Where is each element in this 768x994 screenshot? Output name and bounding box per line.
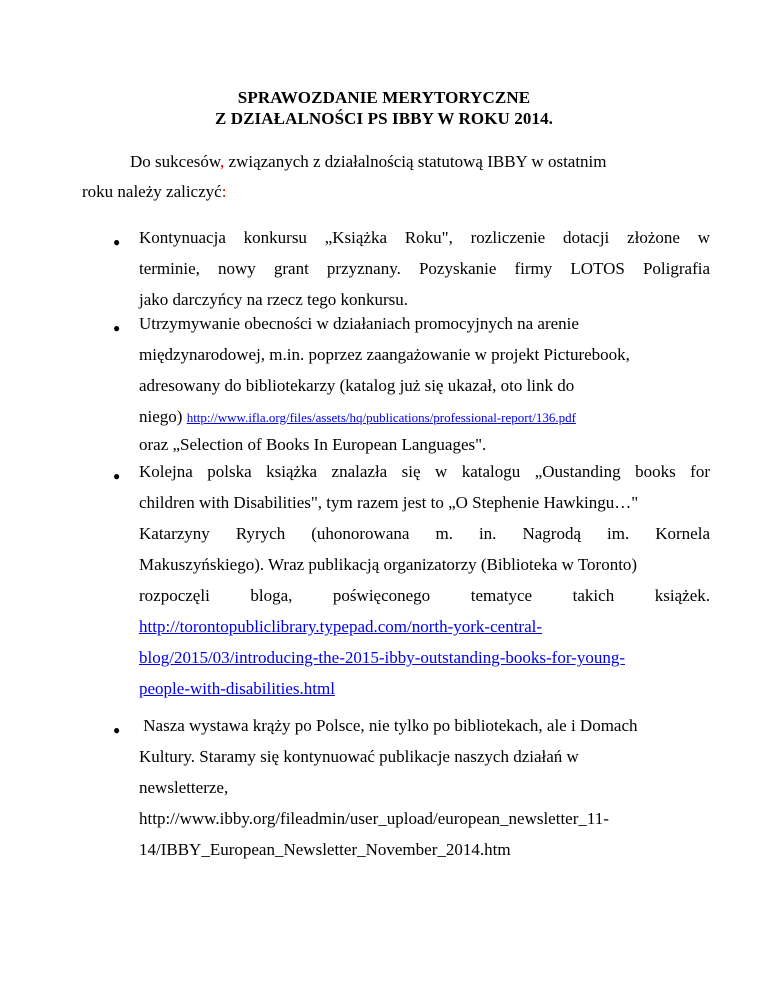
item-4-line-2: Kultury. Staramy się kontynuować publikacje naszych działań w	[139, 747, 579, 766]
intro-line-1	[130, 152, 607, 172]
link-prefix: niego)	[139, 407, 187, 426]
intro-line-2	[82, 182, 226, 202]
item-1-line-1: Kontynuacja konkursu „Książka Roku", rozliczenie dotacji złożone w	[139, 228, 710, 247]
intro-text: roku należy zaliczyć	[82, 182, 222, 201]
toronto-library-link-line-2[interactable]: blog/2015/03/introducing-the-2015-ibby-outstanding-books-for-young-	[139, 648, 625, 667]
bullet-icon: ●	[113, 321, 121, 335]
ifla-report-link[interactable]: http://www.ifla.org/files/assets/hq/publications/professional-report/136.pdf	[186, 410, 576, 425]
item-3-line-5: rozpoczęli bloga, poświęconego tematyce takich książek.	[139, 586, 710, 605]
intro-text: związanych z działalnością statutową IBBY w ostatnim	[224, 152, 607, 171]
bullet-icon: ●	[113, 723, 121, 737]
intro-comma-highlight: ,	[220, 152, 225, 171]
report-title-line-1: SPRAWOZDANIE MERYTORYCZNE	[237, 88, 531, 107]
toronto-library-link-line-3[interactable]: people-with-disabilities.html	[139, 679, 335, 698]
report-title-line-2: Z DZIAŁALNOŚCI PS IBBY W ROKU 2014.	[214, 109, 554, 128]
bullet-icon: ●	[113, 235, 121, 249]
item-4-line-1: Nasza wystawa krąży po Polsce, nie tylko po bibliotekach, ale i Domach	[139, 716, 638, 735]
item-1-line-2: terminie, nowy grant przyznany. Pozyskanie firmy LOTOS Poligrafia	[139, 259, 710, 278]
item-2-line-3: adresowany do bibliotekarzy (katalog już się ukazał, oto link do	[139, 376, 575, 395]
item-3-line-4: Makuszyńskiego). Wraz publikacją organizatorzy (Biblioteka w Toronto)	[139, 555, 638, 574]
item-3-line-2: children with Disabilities", tym razem jest to „O Stephenie Hawkingu…"	[139, 493, 639, 512]
item-2-line-2: międzynarodowej, m.in. poprzez zaangażowanie w projekt Picturebook,	[139, 345, 630, 364]
intro-text: Do sukcesów	[130, 152, 221, 171]
item-2-line-4	[139, 407, 710, 427]
toronto-library-link-line-1[interactable]: http://torontopubliclibrary.typepad.com/north-york-central-	[139, 617, 543, 636]
item-4-line-5: 14/IBBY_European_Newsletter_November_2014.htm	[139, 840, 511, 859]
item-3-line-3: Katarzyny Ryrych (uhonorowana m. in. Nagrodą im. Kornela	[139, 524, 710, 543]
item-1-line-3: jako darczyńcy na rzecz tego konkursu.	[139, 290, 409, 309]
bullet-icon: ●	[113, 469, 121, 483]
intro-colon-highlight: :	[221, 182, 227, 201]
item-2-line-5: oraz „Selection of Books In European Languages".	[139, 435, 487, 454]
item-4-line-3: newsletterze,	[139, 778, 229, 797]
item-4-line-4: http://www.ibby.org/fileadmin/user_upload/european_newsletter_11-	[139, 809, 609, 828]
item-3-line-1: Kolejna polska książka znalazła się w katalogu „Oustanding books for	[139, 462, 710, 481]
item-2-line-1: Utrzymywanie obecności w działaniach promocyjnych na arenie	[139, 314, 579, 333]
